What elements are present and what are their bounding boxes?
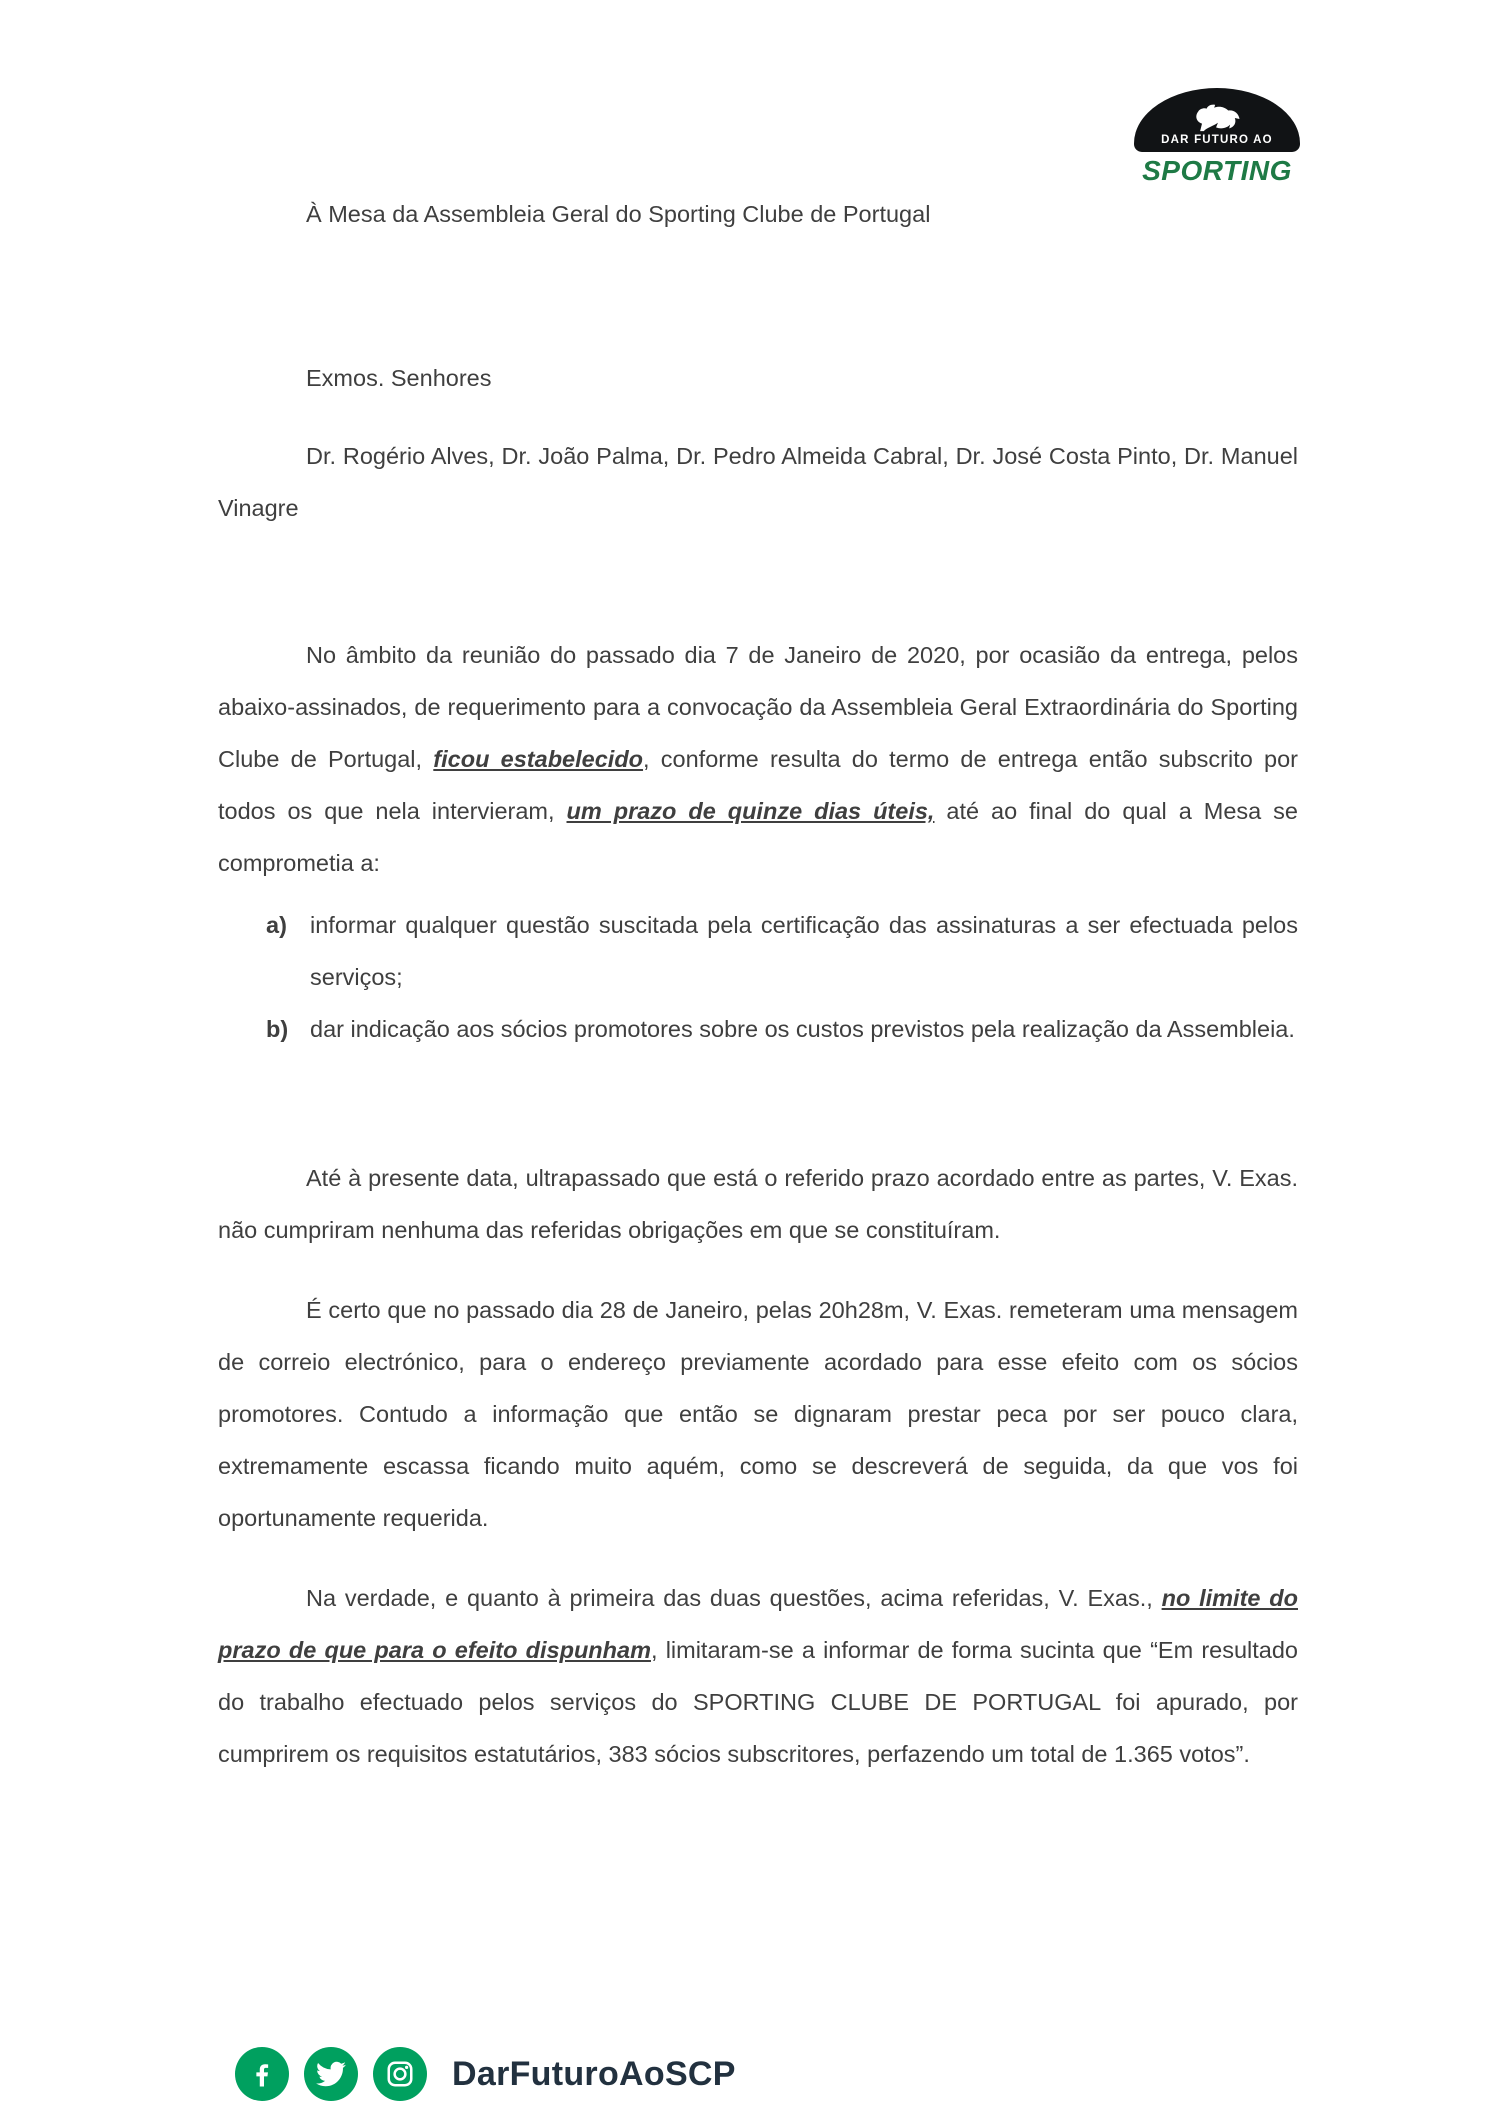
list-item [266,1003,1298,1055]
addressees-paragraph: Dr. Rogério Alves, Dr. João Palma, Dr. Pedro Almeida Cabral, Dr. José Costa Pinto, Dr. Manuel Vinagre [218,443,1298,521]
list-item-text: informar qualquer questão suscitada pela certificação das assinaturas a ser efectuada pelos serviços; [310,912,1298,990]
lion-icon [1187,103,1247,134]
letter-body [218,188,1298,1780]
twitter-icon [304,2047,358,2101]
facebook-icon [235,2047,289,2101]
footer-handle: DarFuturoAoSCP [452,2054,736,2093]
logo-top-text: DAR FUTURO AO [1161,134,1273,146]
intro-paragraph: No âmbito da reunião do passado dia 7 de Janeiro de 2020, por ocasião da entrega, pelos abaixo-assinados, de requerimento para a convocação da Assembleia Geral Extraordinária do Sporting Clube de Portugal, ficou estabelecido, conforme resulta do termo de entrega então subscrito por todos os que nela intervieram, um prazo de quinze dias úteis, até ao final do qual a Mesa se comprometia a: [218,642,1298,876]
list-item-text: dar indicação aos sócios promotores sobre os custos previstos pela realização da Assembleia. [310,1016,1295,1042]
paragraph-response: Na verdade, e quanto à primeira das duas questões, acima referidas, V. Exas., no limite do prazo de que para o efeito dispunham, limitaram-se a informar de forma sucinta que “Em resultado do trabalho efectuado pelos serviços do SPORTING CLUBE DE PORTUGAL foi apurado, por cumprirem os requisitos estatutários, 383 sócios subscritores, perfazendo um total de 1.365 votos”. [218,1585,1298,1767]
logo-name: SPORTING [1142,155,1292,186]
obligations-list [266,899,1298,1055]
recipient-line: À Mesa da Assembleia Geral do Sporting Clube de Portugal [306,201,931,227]
paragraph-deadline: Até à presente data, ultrapassado que está o referido prazo acordado entre as partes, V. Exas. não cumpriram nenhuma das referidas obrigações em que se constituíram. [218,1165,1298,1243]
list-item [266,899,1298,1003]
logo-badge [1134,88,1300,152]
instagram-icon [373,2047,427,2101]
paragraph-email: É certo que no passado dia 28 de Janeiro, pelas 20h28m, V. Exas. remeteram uma mensagem de correio electrónico, para o endereço previamente acordado para esse efeito com os sócios promotores. Contudo a informação que então se dignaram prestar peca por ser pouco clara, extremamente escassa ficando muito aquém, como se descreverá de seguida, da que vos foi oportunamente requerida. [218,1297,1298,1531]
sporting-logo [1134,88,1300,187]
salutation-line: Exmos. Senhores [306,365,492,391]
footer [235,2047,1298,2123]
list-marker: b) [266,1016,289,1042]
list-marker: a) [266,912,287,938]
